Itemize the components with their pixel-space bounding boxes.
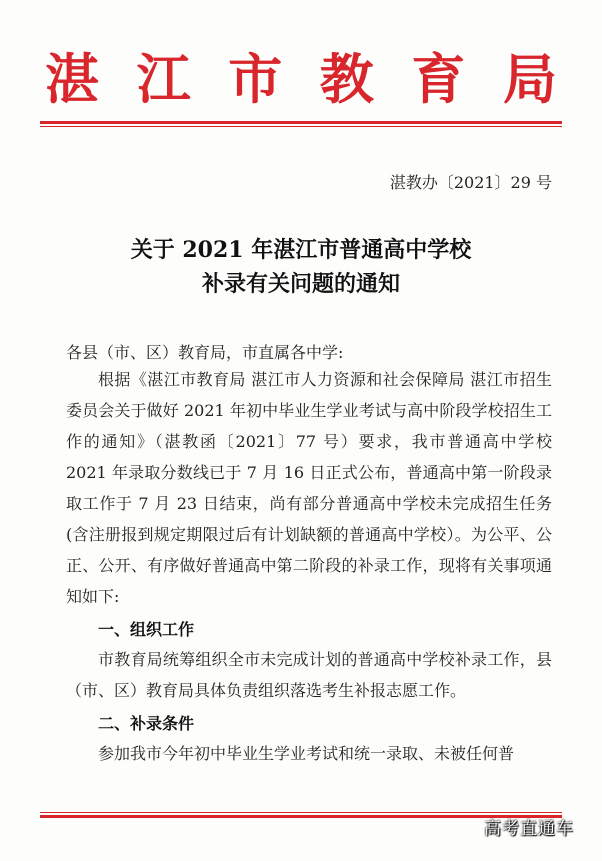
masthead-rule-thick (40, 121, 562, 124)
section-heading-organization: 一、组织工作 (98, 620, 195, 639)
body-paragraph-organization: 市教育局统筹组织全市未完成计划的普通高中学校补录工作，县（市、区）教育局具体负责组织落选考生补报志愿工作。 (66, 650, 552, 700)
masthead-char: 局 (502, 46, 557, 111)
document-number: 湛教办〔2021〕29 号 (389, 173, 552, 192)
masthead-char: 教 (319, 46, 374, 111)
masthead-char: 湛 (45, 46, 99, 111)
masthead-rule-thin (40, 126, 562, 127)
document-title-line-2: 补录有关问题的通知 (201, 271, 400, 297)
footer-rule-thin (40, 812, 562, 813)
body-paragraph-intro: 根据《湛江市教育局 湛江市人力资源和社会保障局 湛江市招生委员会关于做好 2021 年初中毕业生学业考试与高中阶段学校招生工作的通知》（湛教函〔2021〕77 号）要求，我市普通高中学校 2021 年录取分数线已于 7 月 16 日正式公布，普通高中第一阶段录取工作于 7 月 23 日结束，尚有部分普通高中学校未完成招生任务(含注册报到规定期限过后有计划缺额的普通高中学校）。为公平、公正、公开、有序做好普通高中第二阶段的补录工作，现将有关事项通知如下: (66, 370, 552, 606)
salutation: 各县（市、区）教育局，市直属各中学: (66, 343, 344, 362)
masthead-char: 市 (228, 46, 283, 111)
masthead-char: 江 (136, 46, 191, 111)
masthead-title (40, 40, 562, 110)
section-heading-conditions: 二、补录条件 (98, 714, 195, 733)
document-title-line-1: 关于 2021 年湛江市普通高中学校 (130, 237, 472, 263)
masthead-char: 育 (411, 46, 466, 111)
body-paragraph-conditions: 参加我市今年初中毕业生学业考试和统一录取、未被任何普 (98, 744, 515, 763)
watermark-text: 高考直通车 (484, 819, 574, 839)
